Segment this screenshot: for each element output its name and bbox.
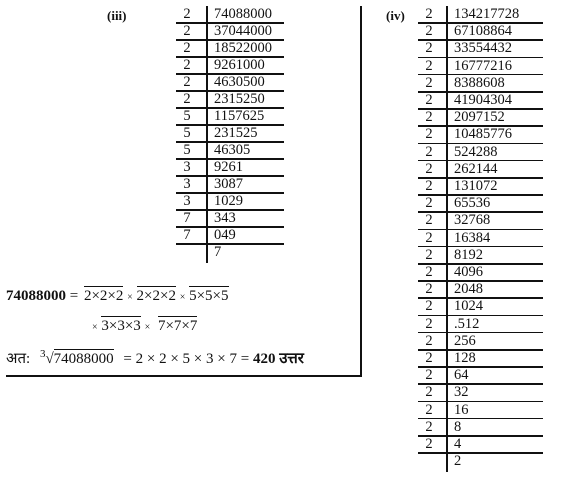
quotient: 2097152 bbox=[454, 109, 505, 126]
quotient: 8192 bbox=[454, 246, 483, 263]
quotient: 4096 bbox=[454, 264, 483, 280]
answer-value: 420 bbox=[252, 351, 276, 367]
answer-expression: = 2 × 2 × 5 × 3 × 7 = bbox=[123, 351, 250, 367]
quotient: 1024 bbox=[454, 298, 483, 315]
divisor: 2 bbox=[425, 332, 433, 349]
divisor: 2 bbox=[425, 264, 433, 280]
part-iv-label: (iv) bbox=[386, 8, 405, 23]
divisor: 2 bbox=[425, 160, 433, 177]
times-sign: × bbox=[92, 322, 98, 333]
factorization-equals: = bbox=[69, 288, 79, 304]
times-sign: × bbox=[127, 292, 133, 303]
quotient: 231525 bbox=[214, 125, 258, 141]
factorization-number: 74088000 bbox=[6, 288, 66, 304]
divisor: 2 bbox=[425, 109, 433, 126]
quotient: 46305 bbox=[214, 142, 251, 158]
quotient: 32 bbox=[454, 384, 469, 401]
quotient: 9261 bbox=[214, 159, 243, 175]
divisor: 2 bbox=[425, 315, 433, 332]
cube-group-5: 7×7×7 bbox=[157, 318, 198, 334]
divisor: 5 bbox=[183, 108, 191, 124]
divisor: 5 bbox=[183, 142, 191, 158]
section-divider-horizontal bbox=[6, 375, 362, 377]
answer-line bbox=[6, 348, 304, 368]
quotient: 4630500 bbox=[214, 74, 265, 90]
divisor: 2 bbox=[425, 23, 433, 40]
times-sign: × bbox=[179, 292, 186, 303]
quotient: 7 bbox=[214, 244, 222, 260]
part-iii-label: (iii) bbox=[107, 8, 127, 23]
radical-sign-icon: √ bbox=[45, 351, 54, 367]
quotient: 16 bbox=[454, 401, 469, 418]
quotient: 32768 bbox=[454, 212, 491, 229]
cube-group-3: 5×5×5 bbox=[189, 288, 229, 304]
answer-suffix: उत्तर bbox=[279, 351, 304, 367]
divisor: 2 bbox=[425, 401, 433, 418]
quotient: 1157625 bbox=[214, 108, 265, 124]
divisor: 2 bbox=[425, 92, 433, 108]
quotient: 049 bbox=[214, 227, 236, 243]
divisor: 2 bbox=[425, 229, 433, 246]
divisor: 2 bbox=[425, 418, 433, 435]
answer-prefix: अत: bbox=[6, 351, 31, 367]
quotient: 8388608 bbox=[454, 74, 505, 91]
factorization-line-1 bbox=[6, 286, 229, 305]
divisor: 2 bbox=[425, 178, 433, 194]
divisor: 3 bbox=[183, 176, 191, 192]
quotient: 16777216 bbox=[454, 57, 512, 74]
quotient: 2048 bbox=[454, 281, 483, 298]
divisor: 3 bbox=[183, 159, 191, 175]
quotient: 8 bbox=[454, 418, 462, 435]
divisor: 2 bbox=[425, 367, 433, 384]
divisor: 3 bbox=[183, 193, 191, 209]
divisor: 2 bbox=[425, 281, 433, 298]
cube-group-1: 2×2×2 bbox=[83, 288, 124, 304]
quotient: 16384 bbox=[454, 229, 491, 246]
section-divider-vertical bbox=[360, 6, 362, 376]
root-index: 3 bbox=[39, 348, 46, 360]
quotient: 131072 bbox=[454, 178, 498, 194]
divisor: 2 bbox=[425, 212, 433, 229]
row-underline bbox=[418, 452, 543, 454]
quotient: 33554432 bbox=[454, 40, 512, 57]
quotient: 64 bbox=[454, 367, 469, 384]
divisor: 2 bbox=[425, 143, 433, 160]
divisor: 2 bbox=[425, 350, 433, 366]
quotient: 65536 bbox=[454, 195, 491, 212]
quotient: 1029 bbox=[214, 193, 243, 209]
quotient: 9261000 bbox=[214, 57, 265, 73]
divisor: 2 bbox=[183, 40, 191, 56]
quotient: 67108864 bbox=[454, 23, 512, 40]
quotient: 3087 bbox=[214, 176, 243, 192]
quotient: 134217728 bbox=[454, 6, 520, 22]
divisor: 2 bbox=[425, 74, 433, 91]
radicand: 74088000 bbox=[53, 351, 114, 367]
divisor: 2 bbox=[425, 6, 433, 22]
row-underline bbox=[176, 243, 284, 245]
divisor: 2 bbox=[183, 57, 191, 73]
quotient: 128 bbox=[454, 350, 476, 366]
quotient: 256 bbox=[454, 332, 476, 349]
ladder-vertical-line bbox=[206, 6, 208, 263]
quotient: 2 bbox=[454, 453, 462, 470]
quotient: 37044000 bbox=[214, 23, 272, 39]
divisor: 5 bbox=[183, 125, 191, 141]
quotient: 4 bbox=[454, 436, 462, 452]
factorization-line-2 bbox=[92, 316, 197, 335]
quotient: 41904304 bbox=[454, 92, 512, 108]
quotient: 18522000 bbox=[214, 40, 272, 56]
quotient: 343 bbox=[214, 210, 236, 226]
divisor: 2 bbox=[425, 246, 433, 263]
quotient: 74088000 bbox=[214, 6, 272, 22]
ladder-vertical-line bbox=[446, 6, 448, 472]
divisor: 7 bbox=[183, 210, 191, 226]
divisor: 2 bbox=[425, 436, 433, 452]
divisor: 7 bbox=[183, 227, 191, 243]
divisor: 2 bbox=[183, 91, 191, 107]
cube-group-2: 2×2×2 bbox=[136, 288, 176, 304]
cube-group-4: 3×3×3 bbox=[101, 318, 141, 334]
divisor: 2 bbox=[425, 298, 433, 315]
times-sign: × bbox=[144, 322, 151, 333]
divisor: 2 bbox=[183, 23, 191, 39]
quotient: .512 bbox=[454, 315, 480, 332]
divisor: 2 bbox=[425, 126, 433, 143]
divisor: 2 bbox=[425, 195, 433, 212]
quotient: 10485776 bbox=[454, 126, 512, 143]
quotient: 262144 bbox=[454, 160, 498, 177]
divisor: 2 bbox=[183, 6, 191, 22]
divisor: 2 bbox=[425, 40, 433, 57]
divisor: 2 bbox=[425, 384, 433, 401]
quotient: 2315250 bbox=[214, 91, 265, 107]
divisor: 2 bbox=[425, 57, 433, 74]
quotient: 524288 bbox=[454, 143, 498, 160]
divisor: 2 bbox=[183, 74, 191, 90]
